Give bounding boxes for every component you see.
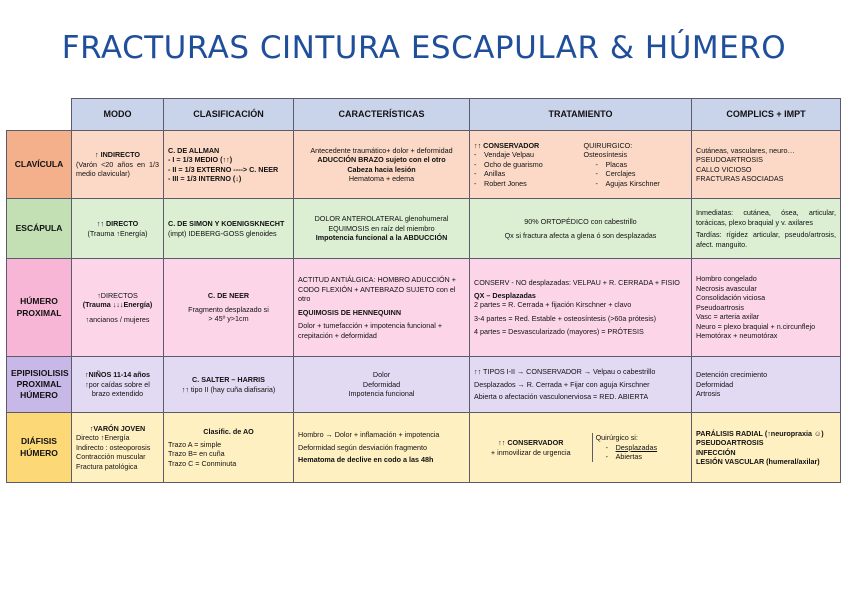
- clavicula-trat-right-head: QUIRURGICO:: [583, 140, 633, 150]
- list-item: - Robert Jones: [484, 179, 578, 189]
- list-item: - Ocho de guarismo: [484, 160, 578, 170]
- clavicula-clasificacion: [164, 131, 294, 199]
- epifisiolisis-trat-3: Abierta o afectación vasculonerviosa = RED. ABIERTA: [474, 392, 649, 402]
- epifisiolisis-modo-head: ↑NIÑOS 11-14 años: [84, 370, 151, 380]
- diafisis-tratamiento: [470, 413, 692, 483]
- list-item: Directo ↑Energía: [76, 433, 130, 443]
- fracture-table: [6, 98, 841, 483]
- list-item: Pseudoartrosis: [696, 302, 744, 312]
- row-escapula: [7, 199, 841, 259]
- humero-prox-trat-1: CONSERV - NO desplazadas: VELPAU + R. CERRADA + FISIO: [474, 278, 680, 288]
- list-item: Artrosis: [696, 389, 721, 399]
- humero-prox-car-3: Dolor + tumefacción + impotencia funcional + crepitación + deformidad: [298, 321, 443, 340]
- clavicula-car-2: ADUCCIÓN BRAZO sujeto con el otro: [317, 155, 446, 164]
- page-title: FRACTURAS CINTURA ESCAPULAR & HÚMERO: [61, 30, 787, 66]
- clavicula-car-4: Hematoma + edema: [348, 174, 415, 183]
- clavicula-modo-text: (Varón <20 años en 1/3 medio clavicular): [76, 159, 159, 179]
- escapula-modo: [72, 199, 164, 259]
- list-item: Trazo B= en cuña: [168, 449, 225, 458]
- rowhead-line: EPIPISIOLISIS: [11, 367, 69, 378]
- escapula-clas-text: (impt) IDEBERG-GOSS glenoides: [168, 228, 277, 238]
- diafisis-trat-left-text: + inmovilizar de urgencia: [490, 447, 571, 457]
- diafisis-comp-4: LESIÓN VASCULAR (humeral/axilar): [696, 457, 820, 466]
- escapula-clasificacion: [164, 199, 294, 259]
- rowhead-clavicula: CLAVÍCULA: [7, 131, 72, 199]
- escapula-car-3: Impotencia funcional a la ABDUCCIÓN: [315, 233, 448, 243]
- humero-prox-clas-1: Fragmento desplazado si: [188, 304, 269, 314]
- clavicula-quirurgico-list: [584, 160, 688, 189]
- clavicula-comp-3: CALLO VICIOSO: [696, 164, 752, 174]
- escapula-clas-head: C. DE SIMON Y KOENIGSKNECHT: [168, 219, 285, 228]
- humero-prox-complics: [692, 259, 841, 357]
- epifisiolisis-car-1: Dolor: [372, 370, 391, 380]
- row-clavicula: [7, 131, 841, 199]
- rowhead-escapula: ESCÁPULA: [7, 199, 72, 259]
- list-item: - Agujas Kirschner: [606, 179, 688, 189]
- clavicula-modo-head: ↑ INDIRECTO: [95, 150, 140, 160]
- row-humero-proximal: [7, 259, 841, 357]
- clavicula-conservador-list: [474, 150, 578, 188]
- rowhead-humero-proximal: [7, 259, 72, 357]
- humero-prox-trat-2: QX – Desplazadas: [474, 290, 536, 300]
- escapula-modo-text: (Trauma ↑Energía): [87, 228, 148, 238]
- list-item: - Placas: [606, 160, 688, 170]
- humero-prox-trat-5: 4 partes = Desvascularizado (mayores) = PRÓTESIS: [474, 327, 644, 337]
- humero-prox-modo-text: (Trauma ↓↓↓Energía): [82, 300, 153, 310]
- escapula-trat-1: 90% ORTOPÉDICO con cabestrillo: [524, 217, 637, 226]
- header-tratamiento: TRATAMIENTO: [470, 99, 692, 131]
- escapula-trat-2: Qx si fractura afecta a glena ó son desplazadas: [504, 230, 657, 240]
- list-item: Trazo C = Conminuta: [168, 458, 237, 468]
- list-item: Contracción muscular: [76, 452, 146, 462]
- list-item: Hombro congelado: [696, 274, 757, 284]
- epifisiolisis-trat-2: Desplazados → R. Cerrada + Fijar con aguja Kirschner: [474, 379, 650, 389]
- clavicula-clas-2: - II = 1/3 EXTERNO ----> C. NEER: [168, 164, 279, 174]
- humero-prox-car-2: EQUIMOSIS DE HENNEQUINN: [298, 307, 402, 317]
- header-complics: COMPLICS + IMPT: [692, 99, 841, 131]
- rowhead-line: HÚMERO: [20, 447, 58, 458]
- list-item: - Vendaje Velpau: [484, 150, 578, 160]
- list-item: Hemotórax + neumotórax: [696, 331, 778, 341]
- list-item: Desplazadas: [615, 442, 658, 452]
- clavicula-clas-3: - III = 1/3 INTERNO (↓): [168, 174, 242, 183]
- clavicula-car-1: Antecedente traumático+ dolor + deformidad: [310, 145, 453, 155]
- diafisis-trat-left-head: ↑↑ CONSERVADOR: [498, 438, 564, 447]
- escapula-complics: [692, 199, 841, 259]
- list-item: Fractura patológica: [76, 461, 138, 471]
- diafisis-car-1: Hombro → Dolor + inflamación + impotencia: [298, 430, 440, 440]
- list-item: Consolidación viciosa: [696, 293, 766, 303]
- clavicula-complics: [692, 131, 841, 199]
- list-item: Neuro = plexo braquial + n.circunflejo: [696, 321, 816, 331]
- header-row: [7, 99, 841, 131]
- escapula-comp-2: Tardías: rígidez articular, pseudo/artrosis, afect. manguito.: [696, 230, 836, 249]
- epifisiolisis-tratamiento: [470, 357, 692, 413]
- escapula-modo-head: ↑↑ DIRECTO: [96, 219, 139, 228]
- list-item: Necrosis avascular: [696, 283, 757, 293]
- diafisis-comp-2: PSEUDOARTROSIS: [696, 438, 764, 447]
- humero-prox-modo-head: ↑DIRECTOS: [97, 290, 138, 300]
- row-diafisis: [7, 413, 841, 483]
- diafisis-modo-head: ↑VARÓN JOVEN: [89, 423, 146, 433]
- escapula-car-1: DOLOR ANTEROLATERAL glenohumeral: [314, 214, 449, 224]
- list-item: Deformidad: [696, 379, 734, 389]
- epifisiolisis-clas-text: ↑↑ tipo II (hay cuña diafisaria): [181, 384, 276, 394]
- epifisiolisis-clas-head: C. SALTER – HARRIS: [192, 375, 265, 384]
- epifisiolisis-modo: [72, 357, 164, 413]
- list-item: Detención crecimiento: [696, 370, 768, 380]
- epifisiolisis-caracteristicas: [294, 357, 470, 413]
- list-item: - Abiertas: [616, 452, 688, 462]
- diafisis-comp-1: PARÁLISIS RADIAL (↑neuropraxia ☺): [696, 428, 824, 438]
- clavicula-trat-right-sub: Osteosíntesis: [583, 150, 628, 160]
- diafisis-comp-3: INFECCIÓN: [696, 447, 736, 457]
- epifisiolisis-complics: [692, 357, 841, 413]
- escapula-tratamiento: [470, 199, 692, 259]
- humero-prox-caracteristicas: [294, 259, 470, 357]
- escapula-comp-1: Inmediatas: cutánea, ósea, articular, torácicas, plexo braquial y v. axilares: [696, 208, 836, 227]
- diafisis-clasificacion: [164, 413, 294, 483]
- humero-prox-clas-2: > 45º y>1cm: [208, 314, 249, 324]
- diafisis-car-2: Deformidad según desviación fragmento: [298, 442, 428, 452]
- clavicula-car-3: Cabeza hacia lesión: [347, 164, 416, 174]
- rowhead-line: DIÁFISIS: [21, 436, 57, 447]
- epifisiolisis-modo-text: ↑por caídas sobre el brazo extendido: [85, 379, 150, 399]
- list-item: Indirecto : osteoporosis: [76, 442, 151, 452]
- diafisis-quirurgico-list: [596, 443, 688, 462]
- clavicula-comp-2: PSEUDOARTROSIS: [696, 155, 763, 164]
- epifisiolisis-clasificacion: [164, 357, 294, 413]
- epifisiolisis-car-2: Deformidad: [362, 379, 401, 389]
- clavicula-caracteristicas: [294, 131, 470, 199]
- humero-prox-clas-head: C. DE NEER: [207, 291, 250, 301]
- humero-prox-modo: [72, 259, 164, 357]
- escapula-caracteristicas: [294, 199, 470, 259]
- header-modo: MODO: [72, 99, 164, 131]
- rowhead-line: PROXIMAL: [16, 378, 62, 389]
- rowhead-epifisiolisis: [7, 357, 72, 413]
- list-item: Vasc = arteria axilar: [696, 312, 760, 322]
- list-item: Trazo A = simple: [168, 439, 222, 449]
- clavicula-trat-left-head: ↑↑ CONSERVADOR: [474, 140, 540, 150]
- rowhead-line: HÚMERO: [20, 296, 58, 307]
- clavicula-modo: [72, 131, 164, 199]
- clavicula-comp-1: Cutáneas, vasculares, neuro…: [696, 145, 795, 155]
- diafisis-caracteristicas: [294, 413, 470, 483]
- epifisiolisis-car-3: Impotencia funcional: [348, 389, 415, 399]
- clavicula-clas-1: - I = 1/3 MEDIO (↑↑): [168, 155, 233, 164]
- humero-prox-clasificacion: [164, 259, 294, 357]
- header-clasificacion: CLASIFICACIÓN: [164, 99, 294, 131]
- humero-prox-trat-3: 2 partes = R. Cerrada + fijación Kirschner + clavo: [474, 300, 632, 310]
- humero-prox-modo-text2: ↑ancianos / mujeres: [85, 314, 150, 324]
- rowhead-line: HÚMERO: [20, 390, 58, 401]
- epifisiolisis-trat-1: ↑↑ TIPOS I-II → CONSERVADOR → Velpau o cabestrillo: [474, 367, 656, 377]
- header-caracteristicas: CARACTERÍSTICAS: [294, 99, 470, 131]
- diafisis-complics: [692, 413, 841, 483]
- list-item: - Cerclajes: [606, 169, 688, 179]
- diafisis-car-3: Hematoma de declive en codo a las 48h: [298, 455, 434, 465]
- rowhead-diafisis: [7, 413, 72, 483]
- humero-prox-trat-4: 3-4 partes = Red. Estable + osteosíntesis (>60a prótesis): [474, 313, 656, 323]
- corner-cell: [7, 99, 72, 131]
- clavicula-clas-head: C. DE ALLMAN: [168, 145, 220, 155]
- rowhead-line: PROXIMAL: [16, 307, 62, 318]
- diafisis-clas-head: Clasific. de AO: [203, 427, 254, 436]
- diafisis-modo: [72, 413, 164, 483]
- humero-prox-tratamiento: [470, 259, 692, 357]
- clavicula-comp-4: FRACTURAS ASOCIADAS: [696, 174, 784, 183]
- escapula-car-2: EQUIMOSIS en raíz del miembro: [328, 223, 435, 233]
- list-item: - Anillas: [484, 169, 578, 179]
- row-epifisiolisis: [7, 357, 841, 413]
- clavicula-tratamiento: [470, 131, 692, 199]
- diafisis-trat-right-head: Quirúrgico si:: [595, 433, 638, 443]
- humero-prox-car-1: ACTITUD ANTIÁLGICA: HOMBRO ADUCCIÓN + CODO FLEXIÓN + ANTEBRAZO SUJETO con el otro: [298, 275, 456, 303]
